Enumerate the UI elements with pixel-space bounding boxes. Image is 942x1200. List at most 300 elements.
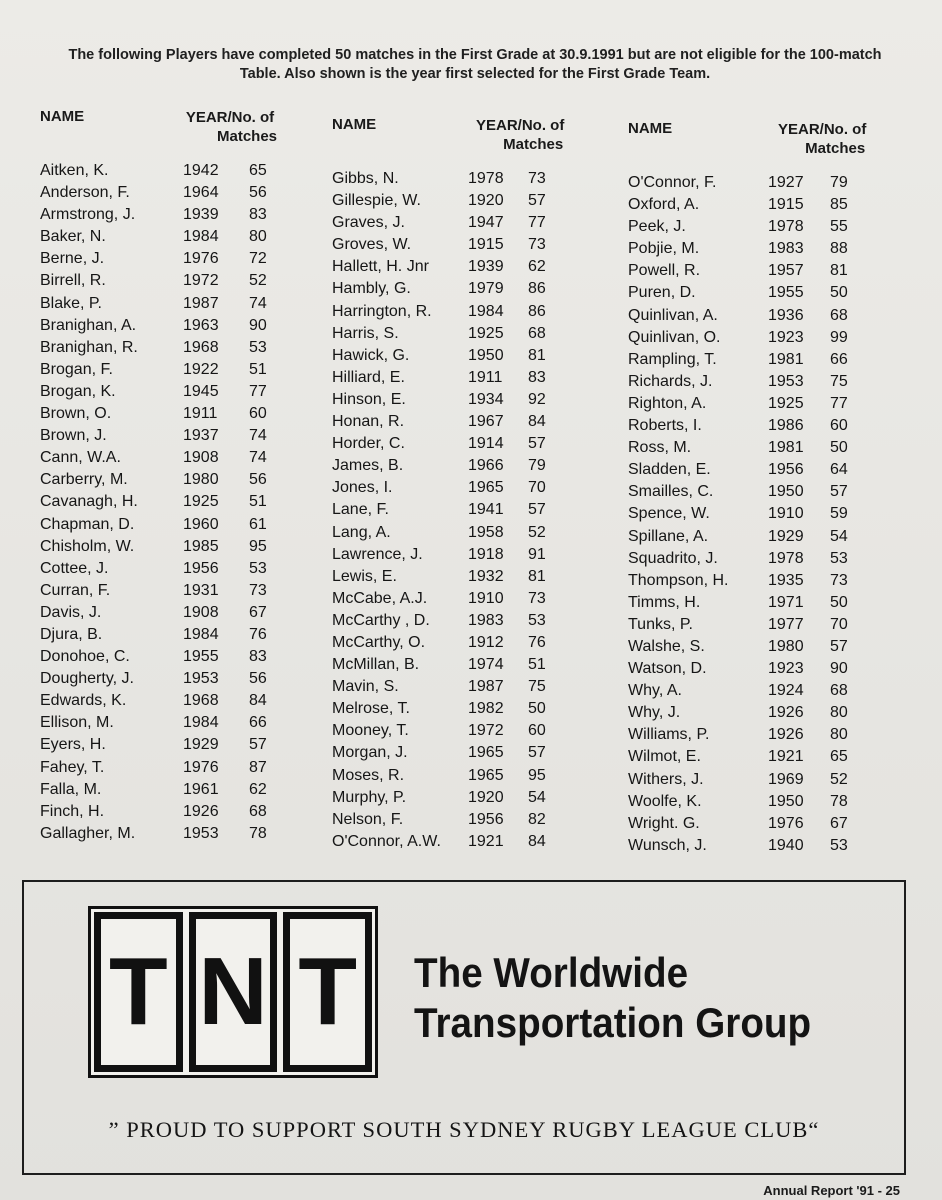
first-grade-year: 1911 [468,368,503,386]
match-count: 65 [830,748,848,766]
player-name: Roberts, I. [628,417,702,435]
first-grade-year: 1986 [768,417,804,435]
first-grade-year: 1978 [768,549,804,567]
player-row [332,212,627,234]
match-count: 73 [249,581,267,599]
match-count: 80 [830,704,848,722]
player-row [628,172,923,194]
player-row [332,544,627,566]
match-count: 76 [249,625,267,643]
player-row [40,337,335,359]
match-count: 75 [830,372,848,390]
first-grade-year: 1980 [183,471,219,489]
player-row [628,791,923,813]
match-count: 92 [528,390,546,408]
first-grade-year: 1939 [468,258,504,276]
first-grade-year: 1972 [183,272,219,290]
match-count: 57 [528,435,546,453]
first-grade-year: 1955 [768,284,804,302]
match-count: 50 [830,593,848,611]
first-grade-year: 1976 [768,814,804,832]
first-grade-year: 1912 [468,633,504,651]
page-footer: Annual Report '91 - 25 [763,1183,900,1198]
player-row [628,481,923,503]
first-grade-year: 1921 [468,832,504,850]
match-count: 87 [249,758,267,776]
first-grade-year: 1925 [183,493,219,511]
player-row [332,499,627,521]
match-count: 84 [528,413,546,431]
player-row [40,823,335,845]
first-grade-year: 1957 [768,262,804,280]
first-grade-year: 1910 [768,505,804,523]
match-count: 53 [830,836,848,854]
player-name: Peek, J. [628,218,686,236]
match-count: 68 [830,306,848,324]
player-row [628,592,923,614]
match-count: 77 [249,382,267,400]
player-name: Spence, W. [628,505,710,523]
player-name: Berne, J. [40,250,105,268]
player-name: Gillespie, W. [332,192,421,210]
tagline-line-1: The Worldwide [414,949,689,996]
year-matches-header [183,108,277,146]
player-row [332,698,627,720]
player-column-3 [628,120,923,857]
player-name: Puren, D. [628,284,696,302]
player-row [628,548,923,570]
player-name: McCarthy, O. [332,633,426,651]
player-row [332,588,627,610]
match-count: 50 [528,700,546,718]
first-grade-year: 1941 [468,501,504,519]
first-grade-year: 1920 [468,788,504,806]
match-count: 55 [830,218,848,236]
player-name: Honan, R. [332,413,405,431]
match-count: 73 [528,236,546,254]
player-name: O'Connor, F. [628,174,717,191]
player-row [40,469,335,491]
player-row [40,204,335,226]
player-row [332,720,627,742]
player-name: Brogan, F. [40,360,113,378]
player-row [332,278,627,300]
first-grade-year: 1968 [183,692,219,710]
player-row [628,305,923,327]
support-message: ” PROUD TO SUPPORT SOUTH SYDNEY RUGBY LEAGUE CLUB“ [108,1117,820,1142]
match-count: 56 [249,670,267,688]
player-name: Anderson, F. [40,184,130,202]
player-row [40,447,335,469]
match-count: 60 [528,722,546,740]
player-row [628,238,923,260]
player-name: Carberry, M. [40,471,128,489]
first-grade-year: 1978 [468,170,504,187]
player-row [628,746,923,768]
player-name: Hilliard, E. [332,368,405,386]
player-name: Jones, I. [332,479,393,497]
player-row [40,248,335,270]
player-row [40,270,335,292]
match-count: 77 [830,394,848,412]
player-name: Melrose, T. [332,700,410,718]
first-grade-year: 1971 [768,593,804,611]
first-grade-year: 1956 [468,810,504,828]
player-row [628,415,923,437]
match-count: 66 [830,350,848,368]
player-row [40,558,335,580]
year-header: YEAR/No. of [476,117,565,134]
match-count: 56 [249,184,267,202]
first-grade-year: 1978 [768,218,804,236]
player-name: Hawick, G. [332,346,410,364]
player-name: Harris, S. [332,324,399,342]
first-grade-year: 1960 [183,515,219,533]
match-count: 53 [249,559,267,577]
player-name: Fahey, T. [40,758,105,776]
player-row [40,668,335,690]
player-name: Lewis, E. [332,567,397,585]
name-header: NAME [332,116,377,133]
player-name: Brown, O. [40,405,112,423]
match-count: 81 [528,346,546,364]
player-name: Walshe, S. [628,637,705,655]
name-header: NAME [40,108,85,125]
match-count: 76 [528,633,546,651]
match-count: 70 [528,479,546,497]
match-count: 88 [830,240,848,258]
player-column-2 [332,116,627,853]
player-row [40,160,335,182]
match-count: 50 [830,439,848,457]
player-name: Eyers, H. [40,736,106,754]
match-count: 67 [830,814,848,832]
player-row [40,403,335,425]
first-grade-year: 1926 [768,726,804,744]
tnt-advertisement [22,880,906,1175]
player-row [628,835,923,857]
first-grade-year: 1915 [768,196,804,214]
player-row [332,676,627,698]
match-count: 73 [528,589,546,607]
player-name: Wright. G. [628,814,700,832]
player-name: James, B. [332,457,404,475]
match-count: 54 [830,527,848,545]
player-row [332,367,627,389]
first-grade-year: 1982 [468,700,504,718]
player-row [332,566,627,588]
first-grade-year: 1974 [468,656,504,674]
player-row [332,742,627,764]
first-grade-year: 1953 [183,824,219,842]
player-row [332,654,627,676]
match-count: 56 [249,471,267,489]
match-count: 62 [528,258,546,276]
first-grade-year: 1926 [183,802,219,820]
player-row [628,702,923,724]
first-grade-year: 1908 [183,603,219,621]
match-count: 82 [528,810,546,828]
match-count: 57 [249,736,267,754]
player-name: Falla, M. [40,780,102,798]
match-count: 95 [528,766,546,784]
player-row [40,425,335,447]
match-count: 61 [249,515,267,533]
first-grade-year: 1910 [468,589,504,607]
player-name: Birrell, R. [40,272,106,290]
column-header [332,116,627,168]
player-row [628,503,923,525]
player-name: Graves, J. [332,214,405,232]
player-name: Hallett, H. Jnr [332,258,429,276]
match-count: 51 [249,493,267,511]
match-count: 81 [830,262,848,280]
first-grade-year: 1920 [468,192,504,210]
match-count: 90 [830,660,848,678]
player-name: Righton, A. [628,394,707,412]
match-count: 68 [528,324,546,342]
player-row [628,437,923,459]
match-count: 95 [249,537,267,555]
player-name: Timms, H. [628,593,701,611]
player-row [332,345,627,367]
tnt-logo [88,906,378,1078]
match-count: 57 [528,501,546,519]
player-row [628,769,923,791]
player-name: Ross, M. [628,439,692,457]
player-row [628,570,923,592]
match-count: 59 [830,505,848,523]
player-name: Horder, C. [332,435,405,453]
match-count: 78 [249,824,267,842]
player-name: Watson, D. [628,660,707,678]
player-row [40,712,335,734]
player-row [628,459,923,481]
player-row [332,234,627,256]
first-grade-year: 1922 [183,360,219,378]
match-count: 51 [249,360,267,378]
first-grade-year: 1915 [468,236,504,254]
player-name: Hinson, E. [332,390,406,408]
intro-text: The following Players have completed 50 matches in the First Grade at 30.9.1991 but are not eligible for the 100-match Table. Also shown is the year first selected for the First Grade Team. [68,47,882,82]
first-grade-year: 1931 [183,581,219,599]
first-grade-year: 1927 [768,174,804,191]
matches-header: Matches [217,128,278,145]
player-row [40,801,335,823]
match-count: 54 [528,788,546,806]
player-row [628,393,923,415]
player-name: Hambly, G. [332,280,411,298]
first-grade-year: 1979 [468,280,504,298]
player-name: Groves, W. [332,236,412,254]
player-rows [332,168,627,853]
player-row [332,765,627,787]
first-grade-year: 1925 [768,394,804,412]
player-row [40,491,335,513]
first-grade-year: 1984 [468,302,504,320]
first-grade-year: 1940 [768,836,804,854]
match-count: 62 [249,780,267,798]
match-count: 60 [249,405,267,423]
first-grade-year: 1987 [183,294,219,312]
player-row [40,514,335,536]
player-name: Rampling, T. [628,350,717,368]
player-row [628,260,923,282]
player-row [332,256,627,278]
player-row [40,690,335,712]
first-grade-year: 1983 [468,611,504,629]
first-grade-year: 1950 [468,346,504,364]
match-count: 99 [830,328,848,346]
first-grade-year: 1935 [768,571,804,589]
first-grade-year: 1929 [183,736,219,754]
first-grade-year: 1980 [768,637,804,655]
first-grade-year: 1918 [468,545,504,563]
player-row [628,526,923,548]
first-grade-year: 1956 [183,559,219,577]
first-grade-year: 1926 [768,704,804,722]
first-grade-year: 1958 [468,523,504,541]
match-count: 74 [249,427,267,445]
match-count: 83 [249,648,267,666]
match-count: 57 [830,637,848,655]
player-name: Armstrong, J. [40,206,136,224]
tnt-tagline [414,948,811,1048]
match-count: 86 [528,302,546,320]
player-row [332,389,627,411]
match-count: 79 [528,457,546,475]
first-grade-year: 1984 [183,714,219,732]
logo-letter-box: N [189,912,278,1072]
match-count: 83 [528,368,546,386]
player-row [40,757,335,779]
player-name: Wilmot, E. [628,748,701,766]
name-header: NAME [628,120,673,137]
first-grade-year: 1937 [183,427,219,445]
first-grade-year: 1965 [468,744,504,762]
year-header: YEAR/No. of [185,109,275,126]
first-grade-year: 1923 [768,660,804,678]
player-name: Why, A. [628,682,682,700]
first-grade-year: 1923 [768,328,804,346]
first-grade-year: 1956 [768,461,804,479]
player-row [40,359,335,381]
first-grade-year: 1966 [468,457,504,475]
player-row [628,327,923,349]
player-row [40,734,335,756]
player-name: Thompson, H. [628,571,729,589]
player-row [332,190,627,212]
first-grade-year: 1965 [468,766,504,784]
first-grade-year: 1969 [768,770,804,788]
match-count: 53 [528,611,546,629]
player-name: Woolfe, K. [628,792,702,810]
player-name: Gallagher, M. [40,824,136,842]
first-grade-year: 1925 [468,324,504,342]
first-grade-year: 1987 [468,678,504,696]
first-grade-year: 1965 [468,479,504,497]
match-count: 51 [528,656,546,674]
tagline-line-2: Transportation Group [414,999,812,1046]
player-name: Moses, R. [332,766,405,784]
player-row [628,216,923,238]
player-name: Lang, A. [332,523,391,541]
player-name: Ellison, M. [40,714,114,732]
match-count: 65 [249,162,267,179]
player-row [628,680,923,702]
player-row [332,411,627,433]
first-grade-year: 1947 [468,214,504,232]
player-name: Blake, P. [40,294,102,312]
player-name: Lane, F. [332,501,389,519]
logo-letter-box: T [94,912,183,1072]
first-grade-year: 1984 [183,625,219,643]
player-name: Tunks, P. [628,615,693,633]
first-grade-year: 1914 [468,435,504,453]
first-grade-year: 1977 [768,615,804,633]
player-name: Dougherty, J. [40,670,134,688]
match-count: 57 [830,483,848,501]
match-count: 53 [249,338,267,356]
player-name: Murphy, P. [332,788,407,806]
player-name: Oxford, A. [628,196,700,214]
player-row [40,381,335,403]
match-count: 52 [249,272,267,290]
player-name: Quinlivan, O. [628,328,721,346]
player-name: Sladden, E. [628,461,711,479]
player-name: Chisholm, W. [40,537,135,555]
player-row [332,831,627,853]
player-name: McMillan, B. [332,656,420,674]
player-row [40,624,335,646]
player-row [628,371,923,393]
first-grade-year: 1981 [768,439,804,457]
player-row [40,646,335,668]
player-row [628,194,923,216]
player-row [40,315,335,337]
match-count: 84 [249,692,267,710]
match-count: 73 [528,170,546,187]
player-row [628,813,923,835]
year-header: YEAR/No. of [778,121,867,138]
player-name: Aitken, K. [40,162,109,179]
player-name: Cottee, J. [40,559,109,577]
player-row [332,787,627,809]
first-grade-year: 1924 [768,682,804,700]
player-name: Djura, B. [40,625,103,643]
first-grade-year: 1976 [183,250,219,268]
match-count: 50 [830,284,848,302]
player-name: Brown, J. [40,427,107,445]
match-count: 80 [830,726,848,744]
first-grade-year: 1963 [183,316,219,334]
match-count: 68 [830,682,848,700]
first-grade-year: 1961 [183,780,219,798]
player-name: Mavin, S. [332,678,399,696]
match-count: 67 [249,603,267,621]
player-name: Nelson, F. [332,810,404,828]
player-row [40,182,335,204]
match-count: 86 [528,280,546,298]
first-grade-year: 1953 [768,372,804,390]
match-count: 78 [830,792,848,810]
first-grade-year: 1908 [183,449,219,467]
player-name: Mooney, T. [332,722,409,740]
player-name: Squadrito, J. [628,549,718,567]
player-row [40,580,335,602]
match-count: 74 [249,449,267,467]
player-row [332,301,627,323]
